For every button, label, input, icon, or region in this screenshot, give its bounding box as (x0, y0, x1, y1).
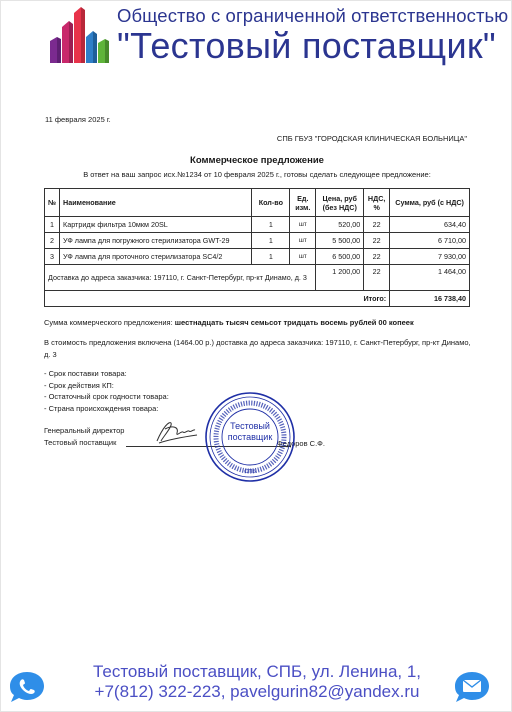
footer-address: Тестовый поставщик, СПБ, ул. Ленина, 1, (92, 662, 422, 681)
cell-vat: 22 (364, 217, 390, 233)
intro-text: В ответ на ваш запрос исх.№1234 от 10 февраля 2025 г., готовы сделать следующее предложение: (83, 170, 431, 179)
total-label: Итого: (45, 291, 390, 307)
cell-num: 3 (45, 249, 60, 265)
col-header-num: № (45, 189, 60, 217)
stamp-line2: поставщик (227, 431, 273, 442)
stamp-text (214, 421, 286, 442)
col-header-sum: Сумма, руб (с НДС) (390, 189, 470, 217)
list-item: - Срок действия КП: (44, 380, 114, 390)
cell-qty: 1 (252, 217, 290, 233)
cell-num: 2 (45, 233, 60, 249)
cell-price: 5 500,00 (316, 233, 364, 249)
cell-name: УФ лампа для проточного стерилизатора SC4/2 (60, 249, 252, 265)
total-value: 16 738,40 (390, 291, 470, 307)
col-header-price: Цена, руб (без НДС) (316, 189, 364, 217)
cell-delivery-price: 1 200,00 (316, 265, 364, 291)
cell-price: 520,00 (316, 217, 364, 233)
table-row (45, 249, 470, 265)
summary-line (44, 318, 414, 327)
stamp-line1: Тестовый (230, 421, 270, 431)
cell-num: 1 (45, 217, 60, 233)
col-header-qty: Кол-во (252, 189, 290, 217)
items-table (44, 188, 470, 307)
signer-name: Федоров С.Ф. (277, 439, 325, 448)
total-row (45, 291, 470, 307)
recipient: СПБ ГБУЗ "ГОРОДСКАЯ КЛИНИЧЕСКАЯ БОЛЬНИЦА" (276, 134, 467, 143)
cell-vat: 22 (364, 249, 390, 265)
list-item: - Остаточный срок годности товара: (44, 392, 169, 401)
document-date: 11 февраля 2025 г. (45, 115, 111, 124)
terms-list (44, 368, 169, 414)
summary-value: шестнадцать тысяч семьсот тридцать восемь рублей 00 копеек (174, 318, 414, 327)
stamp-bottom-text: СПБ (244, 469, 256, 475)
list-item: - Страна происхождения товара: (44, 403, 159, 413)
footer-contacts (1, 662, 512, 702)
cell-price: 6 500,00 (316, 249, 364, 265)
cell-name: Картридж фильтра 10мкм 20SL (60, 217, 252, 233)
cell-qty: 1 (252, 249, 290, 265)
cell-vat: 22 (364, 233, 390, 249)
list-item: - Срок поставки товара: (44, 369, 127, 378)
delivery-row (45, 265, 470, 291)
summary-label: Сумма коммерческого предложения: (44, 318, 173, 327)
col-header-unit: Ед. изм. (290, 189, 316, 217)
table-header-row (45, 189, 470, 217)
cell-unit: шт (290, 217, 316, 233)
signer-position: Генеральный директор (44, 426, 125, 435)
signer-company: Тестовый поставщик (44, 437, 117, 447)
footer-contact: +7(812) 322-223, pavelgurin82@yandex.ru (94, 682, 420, 701)
table-row (45, 217, 470, 233)
cell-sum: 7 930,00 (390, 249, 470, 265)
cell-sum: 6 710,00 (390, 233, 470, 249)
cell-delivery-vat: 22 (364, 265, 390, 291)
company-logo-icon (47, 7, 111, 65)
header-company-name: "Тестовый поставщик" (117, 25, 496, 66)
cell-sum: 634,40 (390, 217, 470, 233)
col-header-name: Наименование (60, 189, 252, 217)
col-header-vat: НДС, % (364, 189, 390, 217)
document-title: Коммерческое предложение (190, 155, 324, 166)
cell-qty: 1 (252, 233, 290, 249)
signer-block (44, 425, 124, 448)
cell-unit: шт (290, 249, 316, 265)
cell-unit: шт (290, 233, 316, 249)
delivery-note: В стоимость предложения включена (1464.00 р.) доставка до адреса заказчика: 197110, г. Санкт-Петербург, пр-кт Динамо, д. 3 (44, 338, 471, 359)
table-row (45, 233, 470, 249)
header-org-type: Общество с ограниченной ответственностью (117, 5, 509, 26)
cell-delivery-name: Доставка до адреса заказчика: 197110, г. Санкт-Петербург, пр-кт Динамо, д. 3 (45, 265, 316, 291)
cell-name: УФ лампа для погружного стерилизатора GWT-29 (60, 233, 252, 249)
cell-delivery-sum: 1 464,00 (390, 265, 470, 291)
handwritten-signature-icon (149, 417, 199, 447)
